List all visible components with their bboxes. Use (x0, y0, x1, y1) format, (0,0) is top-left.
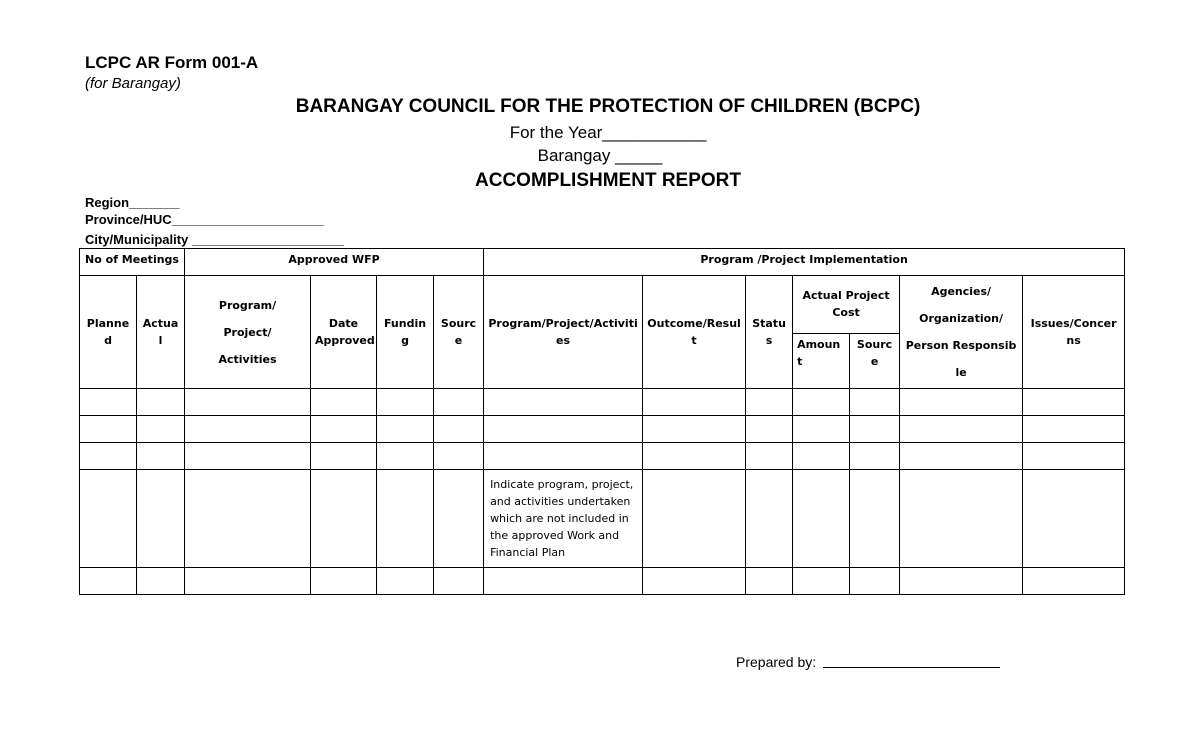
ppa-header: Program/Project/Activities (484, 276, 643, 389)
agencies-line-2: Organization/ (919, 312, 1004, 325)
city-field: City/Municipality _____________________ (85, 232, 344, 247)
source-header: Source (434, 276, 484, 389)
for-the-year-field: For the Year___________ (509, 123, 707, 142)
table-row (80, 416, 1125, 443)
meetings-group-header: No of Meetings (80, 249, 185, 276)
actual-header: Actual (137, 276, 185, 389)
implementation-group-header: Program /Project Implementation (484, 249, 1125, 276)
prepared-by-label: Prepared by: (736, 654, 817, 670)
wfp-program-line-2: Project/ (223, 325, 272, 339)
funding-header: Funding (377, 276, 434, 389)
accomplishment-table (79, 248, 1125, 595)
barangay-field: Barangay _____ (537, 146, 663, 165)
actual-cost-header: Actual Project Cost (793, 276, 900, 334)
approved-wfp-group-header: Approved WFP (185, 249, 484, 276)
form-subtitle: (for Barangay) (85, 75, 181, 92)
outcome-header: Outcome/Result (643, 276, 746, 389)
form-code: LCPC AR Form 001-A (85, 53, 259, 72)
table-row (80, 568, 1125, 595)
agencies-line-1: Agencies/ (931, 285, 992, 298)
table-row (80, 389, 1125, 416)
amount-header: Amount (793, 333, 850, 388)
council-title: BARANGAY COUNCIL FOR THE PROTECTION OF CHILDREN (BCPC) (295, 96, 921, 117)
wfp-program-line-1: Program/ (218, 298, 277, 312)
cost-source-header: Source (850, 333, 900, 388)
province-field: Province/HUC_____________________ (85, 212, 324, 227)
agencies-line-3: Person Responsible (905, 339, 1017, 379)
date-approved-header: Date Approved (311, 276, 377, 389)
report-title: ACCOMPLISHMENT REPORT (475, 170, 741, 191)
wfp-program-header (185, 276, 311, 389)
issues-header: Issues/Concerns (1023, 276, 1125, 389)
prepared-by-signature-line (823, 667, 1000, 668)
status-header: Status (746, 276, 793, 389)
planned-header: Planned (80, 276, 137, 389)
wfp-program-line-3: Activities (218, 352, 277, 366)
ppa-instruction-note: Indicate program, project, and activities undertaken which are not included in the approved Work and Financial Plan (484, 470, 643, 568)
agencies-header (900, 276, 1023, 389)
table-row (80, 443, 1125, 470)
table-row (80, 470, 1125, 568)
region-field: Region_______ (85, 195, 180, 210)
